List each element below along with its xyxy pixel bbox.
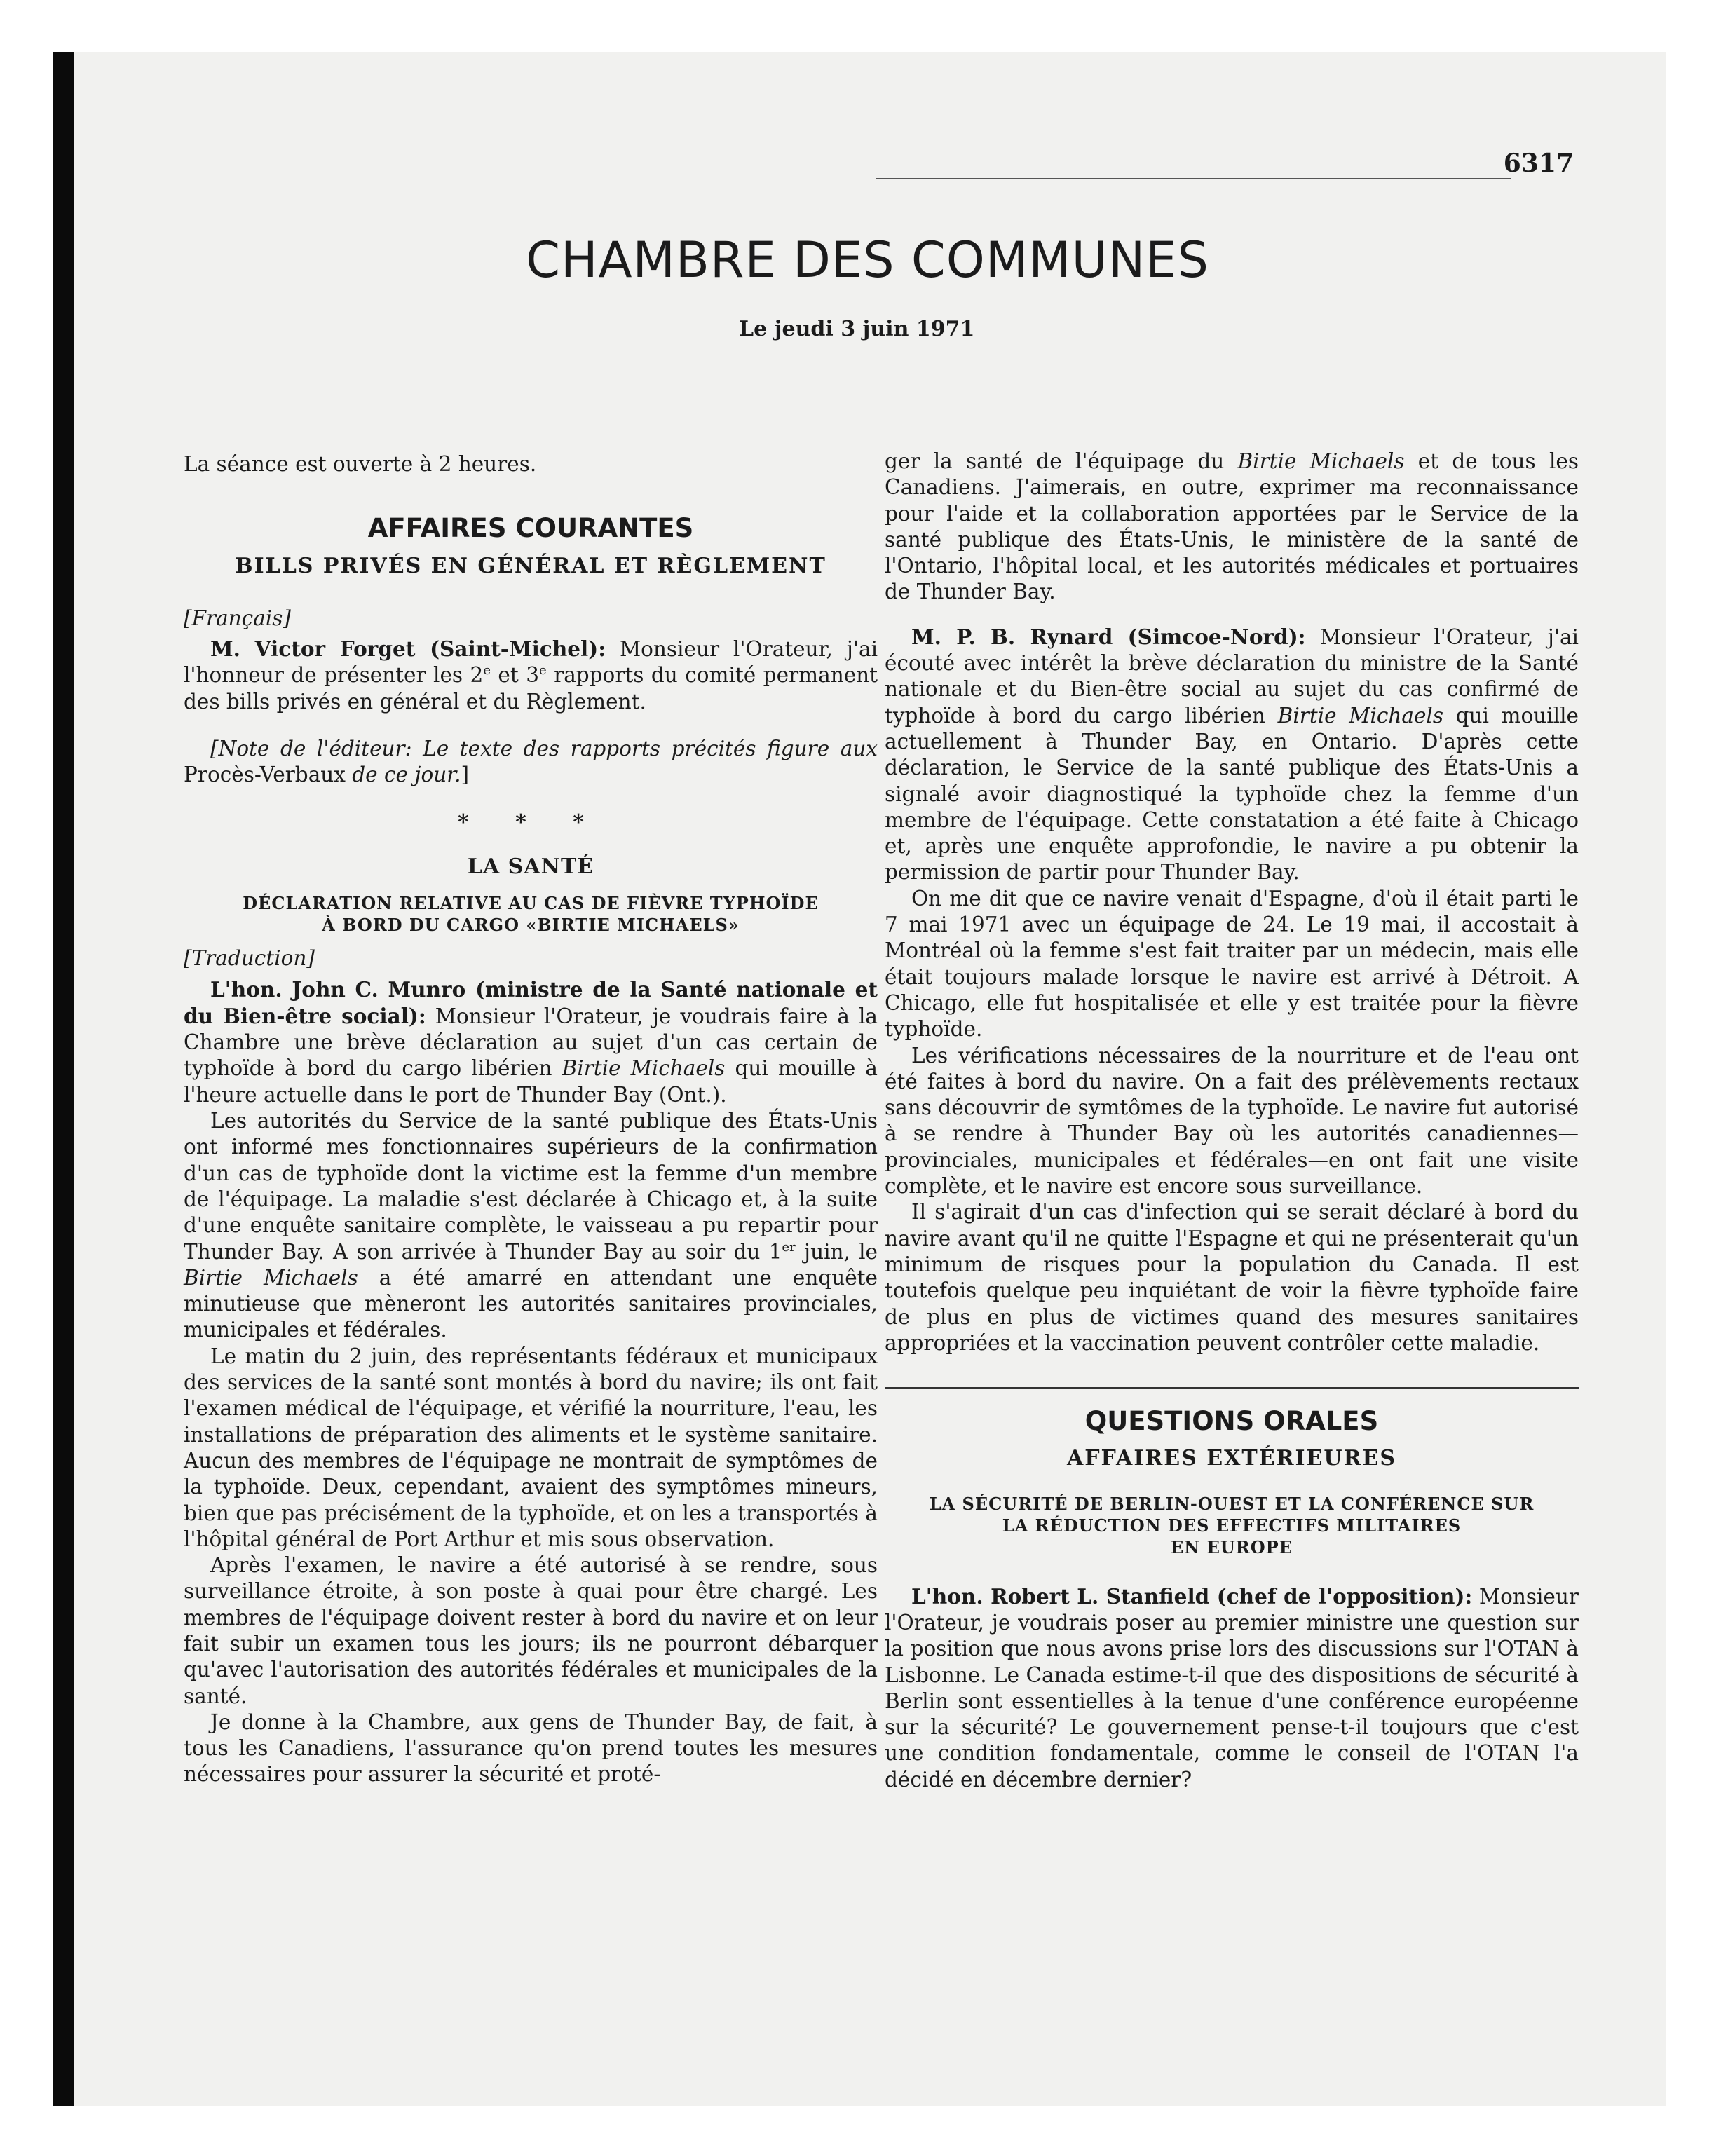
page-number: 6317 bbox=[1503, 149, 1574, 178]
paragraph-munro-1 bbox=[184, 976, 878, 1108]
paragraph-rynard-4: Il s'agirait d'un cas d'infection qui se serait déclaré à bord du navire avant qu'il ne quitte l'Espagne et qui ne présenterait qu'un minimum de risques pour la population du Canada. Il est toutefois quelque peu inquiétant de voir la fièvre typhoïde faire de plus en plus de victimes quand des mesures sanitaires appropriées et la vaccination peuvent contrôler cette maladie. bbox=[885, 1200, 1579, 1355]
munro-text: a été amarré en attendant une enquête minutieuse que mèneront les autorités sanitaires provinciales, municipales et fédérales. bbox=[184, 1265, 878, 1342]
note-bracket: ] bbox=[461, 763, 470, 787]
paragraph-munro-4: Après l'examen, le navire a été autorisé à se rendre, sous surveillance étroite, à son poste à quai pour être chargé. Les membres de l'équipage doivent rester à bord du navire et on leur fait subir un examen tous les jours; ils ne pourront débarquer qu'avec l'autorisation des autorités fédérales et municipales de la santé. bbox=[184, 1553, 878, 1708]
language-tag: [Français] bbox=[184, 606, 291, 630]
paragraph-munro-3: Le matin du 2 juin, des représentants fédéraux et municipaux des services de la santé sont montés à bord du navire; ils ont fait l'examen médical de l'équipage, et vérifié la nourriture, l'eau, les installations de préparation des aliments et le système sanitaire. Aucun des membres de l'équipage ne montrait de symptômes de la typhoïde. Deux, cependant, avaient des symptômes mineurs, bien que pas précisément de la typhoïde, et on les a transportés à l'hôpital général de Port Arthur et mis sous observation. bbox=[184, 1344, 878, 1551]
paragraph-munro-5: Je donne à la Chambre, aux gens de Thunder Bay, de fait, à tous les Canadiens, l'assurance qu'on prend toutes les mesures nécessaires pour assurer la sécurité et proté- bbox=[184, 1710, 878, 1787]
topic-line: EN EUROPE bbox=[1171, 1536, 1293, 1557]
topic-heading-berlin bbox=[885, 1493, 1579, 1558]
section-title-affaires-courantes: AFFAIRES COURANTES bbox=[367, 513, 694, 544]
subtitle-line: À BORD DU CARGO «BIRTIE MICHAELS» bbox=[322, 915, 740, 936]
rynard-text: Monsieur l'Orateur, j'ai écouté avec intérêt la brève déclaration du ministre de la Santé nationale et du Bien-être social au sujet du cas confirmé de typhoïde à bord du cargo libérien bbox=[885, 625, 1579, 728]
speaker-rynard: M. P. B. Rynard (Simcoe-Nord): bbox=[911, 624, 1306, 649]
superscript: e bbox=[483, 663, 491, 678]
ship-name: Birtie Michaels bbox=[1237, 449, 1405, 473]
sitting-date: Le jeudi 3 juin 1971 bbox=[739, 317, 975, 341]
stanfield-text: Monsieur l'Orateur, je voudrais poser au premier ministre une question sur la position que nous avons prise lors des discussions sur l'OTAN à Lisbonne. Le Canada estime-t-il que des dispositions de sécurité à Berlin sont essentielles à la tenue d'une conférence européenne sur la sécurité? Le gouvernement pense-t-il toujours que c'est une condition fondamentale, comme le conseil de l'OTAN l'a décidé en décembre dernier? bbox=[885, 1584, 1579, 1792]
header-rule bbox=[876, 178, 1511, 179]
section-title-sante: LA SANTÉ bbox=[467, 854, 594, 879]
paragraph-munro-2 bbox=[184, 1108, 878, 1344]
section-divider bbox=[885, 1387, 1579, 1389]
opening-line: La séance est ouverte à 2 heures. bbox=[184, 452, 537, 476]
note-roman: Procès-Verbaux bbox=[184, 763, 353, 787]
superscript: e bbox=[538, 663, 547, 678]
left-column bbox=[184, 449, 878, 1788]
speaker-stanfield: L'hon. Robert L. Stanfield (chef de l'opposition): bbox=[911, 1583, 1473, 1609]
subtitle-line: DÉCLARATION RELATIVE AU CAS DE FIÈVRE TYPHOÏDE bbox=[243, 893, 819, 914]
speaker-forget: M. Victor Forget (Saint-Michel): bbox=[210, 636, 606, 662]
munro-text: ger la santé de l'équipage du bbox=[885, 449, 1238, 473]
munro-text: qui mouille à l'heure actuelle dans le port de Thunder Bay (Ont.). bbox=[184, 1056, 878, 1107]
forget-text: rapports du comité permanent des bills privés en général et du Règlement. bbox=[184, 663, 878, 714]
section-subtitle-typhoide bbox=[184, 892, 878, 936]
paragraph-munro-continued bbox=[885, 449, 1579, 606]
section-separator: * * * bbox=[458, 810, 604, 835]
language-tag: [Traduction] bbox=[184, 946, 315, 971]
paragraph-stanfield bbox=[885, 1583, 1579, 1793]
munro-text: juin, le bbox=[795, 1239, 878, 1264]
note-italic: de ce jour. bbox=[352, 763, 461, 787]
section-title-questions-orales: QUESTIONS ORALES bbox=[1084, 1406, 1379, 1437]
paragraph-rynard-3: Les vérifications nécessaires de la nourriture et de l'eau ont été faites à bord du navire. On a fait des prélèvements rectaux sans découvrir de symtômes de la typhoïde. Le navire fut autorisé à se rendre à Thunder Bay où les autorités canadiennes—provinciales, municipales et fédérales—en ont fait une visite complète, et le navire est encore sous surveillance. bbox=[885, 1043, 1579, 1199]
right-column bbox=[885, 449, 1579, 1793]
ship-name: Birtie Michaels bbox=[1277, 703, 1443, 728]
binding-edge bbox=[53, 52, 74, 2106]
ship-name: Birtie Michaels bbox=[184, 1265, 358, 1290]
munro-text: Les autorités du Service de la santé publique des États-Unis ont informé mes fonctionnaires supérieurs de la confirmation d'un cas de typhoïde dont la victime est la femme d'un membre de l'équipage. La maladie s'est déclarée à Chicago et, à la suite d'une enquête sanitaire complète, le vaisseau a pu repartir pour Thunder Bay. A son arrivée à Thunder Bay au soir du 1 bbox=[184, 1109, 878, 1264]
page-title: CHAMBRE DES COMMUNES bbox=[526, 231, 1209, 289]
munro-text: Monsieur l'Orateur, je voudrais faire à la Chambre une brève déclaration au sujet d'un cas certain de typhoïde à bord du cargo libérien bbox=[184, 1004, 878, 1081]
forget-text: et 3 bbox=[490, 663, 539, 688]
editor-note bbox=[184, 736, 878, 789]
ship-name: Birtie Michaels bbox=[562, 1056, 726, 1081]
topic-line: LA SÉCURITÉ DE BERLIN-OUEST ET LA CONFÉRENCE SUR bbox=[929, 1493, 1535, 1514]
munro-text: et de tous les Canadiens. J'aimerais, en outre, exprimer ma reconnaissance pour l'aide et la collaboration apportées par le Service de la santé publique des États-Unis, le ministère de la santé de l'Ontario, l'hôpital local, et les autorités médicales et portuaires de Thunder Bay. bbox=[885, 449, 1579, 604]
superscript: er bbox=[782, 1239, 796, 1255]
section-subtitle-bills-prives: BILLS PRIVÉS EN GÉNÉRAL ET RÈGLEMENT bbox=[235, 553, 826, 578]
note-italic: [Note de l'éditeur: Le texte des rapports précités figure aux bbox=[210, 737, 878, 761]
paragraph-forget bbox=[184, 636, 878, 715]
forget-text: Monsieur l'Orateur, j'ai l'honneur de présenter les 2 bbox=[184, 637, 878, 688]
paragraph-rynard-1 bbox=[885, 624, 1579, 886]
paragraph-rynard-2: On me dit que ce navire venait d'Espagne, d'où il était parti le 7 mai 1971 avec un équipage de 24. Le 19 mai, il accostait à Montréal où la femme s'est fait traiter par un médecin, mais elle était toujours malade lorsque le navire est arrivé à Détroit. A Chicago, elle fut hospitalisée et elle y est traitée pour la fièvre typhoïde. bbox=[885, 886, 1579, 1042]
section-subtitle-affaires-exterieures: AFFAIRES EXTÉRIEURES bbox=[1066, 1446, 1397, 1471]
rynard-text: qui mouille actuellement à Thunder Bay, en Ontario. D'après cette déclaration, le Service de la santé publique des États-Unis a signalé avoir diagnostiqué la typhoïde chez la femme d'un membre de l'équipage. Cette constatation a été faite à Chicago et, après une enquête approfondie, le navire a pu obtenir la permission de partir pour Thunder Bay. bbox=[885, 703, 1579, 885]
topic-line: LA RÉDUCTION DES EFFECTIFS MILITAIRES bbox=[1002, 1515, 1462, 1536]
speaker-munro: L'hon. John C. Munro (ministre de la Santé nationale et du Bien-être social): bbox=[184, 976, 878, 1028]
